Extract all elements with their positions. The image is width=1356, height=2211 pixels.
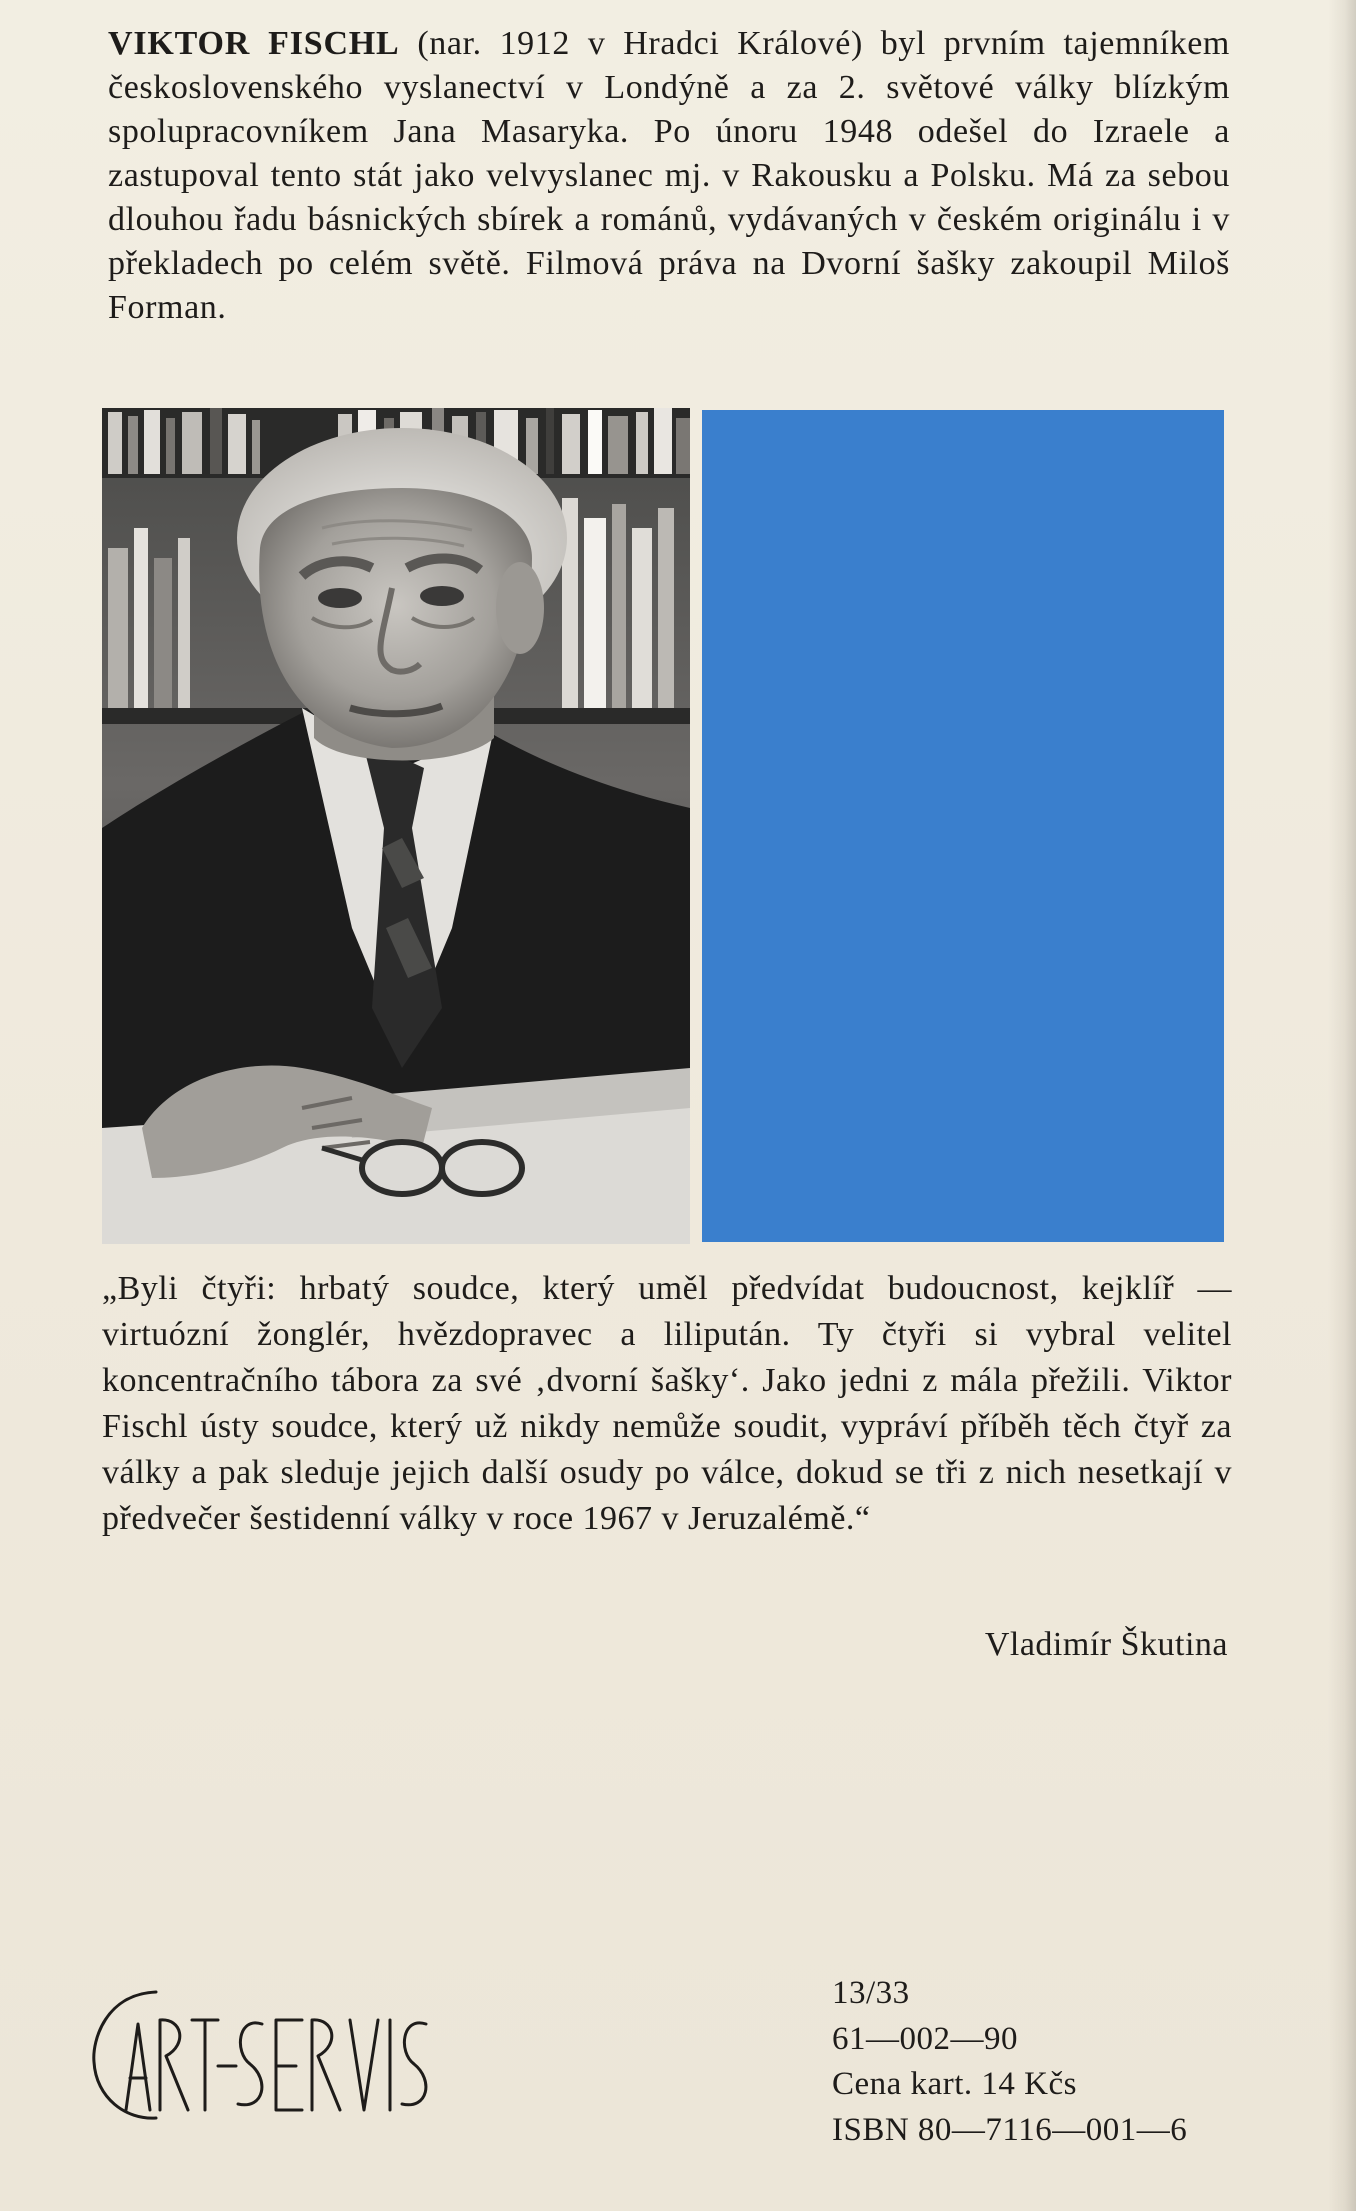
author-portrait-photo <box>102 408 690 1244</box>
blurb-author: Vladimír Škutina <box>984 1626 1228 1663</box>
edition-number: 13/33 <box>832 1975 910 2011</box>
publication-info <box>832 1971 1232 2153</box>
paper-edge-shadow <box>1328 0 1356 2211</box>
logo-mark <box>86 1980 486 2130</box>
biography-text: (nar. 1912 v Hradci Králové) byl prvním tajemníkem československého vyslanectví v Londýně a za 2. světové války blízkým spolupracovníkem Jana Masaryka. Po únoru 1948 odešel do Izraele a zastupoval tento stát jako velvyslanec mj. v Rakousku a Polsku. Má za sebou dlouhou řadu básnických sbírek a románů, vydávaných v českém originálu i v překladech po celém světě. Filmová práva na Dvorní šašky zakoupil Miloš Forman. <box>108 25 1230 326</box>
catalog-number: 61—002—90 <box>832 2020 1018 2057</box>
publisher-blurb: „Byli čtyři: hrbatý soudce, který uměl předvídat budoucnost, kejklíř — virtuózní žonglér, hvězdopravec a lilipután. Ty čtyři si vybral velitel koncentračního tábora za své ‚dvorní šašky‘. Jako jedni z mála přežili. Viktor Fischl ústy soudce, který už nikdy nemůže soudit, vypráví příběh těch čtyř za války a pak sleduje jejich další osudy po válce, dokud se tři z nich nesetkají v předvečer šestidenní války v roce 1967 v Jeruzalémě.“ <box>102 1270 1232 1537</box>
blue-color-panel <box>702 410 1224 1242</box>
author-biography <box>108 22 1230 330</box>
art-servis-logo <box>86 1980 486 2130</box>
portrait-illustration <box>102 408 690 1244</box>
price: Cena kart. 14 Kčs <box>832 2066 1077 2102</box>
isbn: ISBN 80—7116—001—6 <box>832 2111 1188 2148</box>
author-name: VIKTOR FISCHL <box>108 25 400 62</box>
